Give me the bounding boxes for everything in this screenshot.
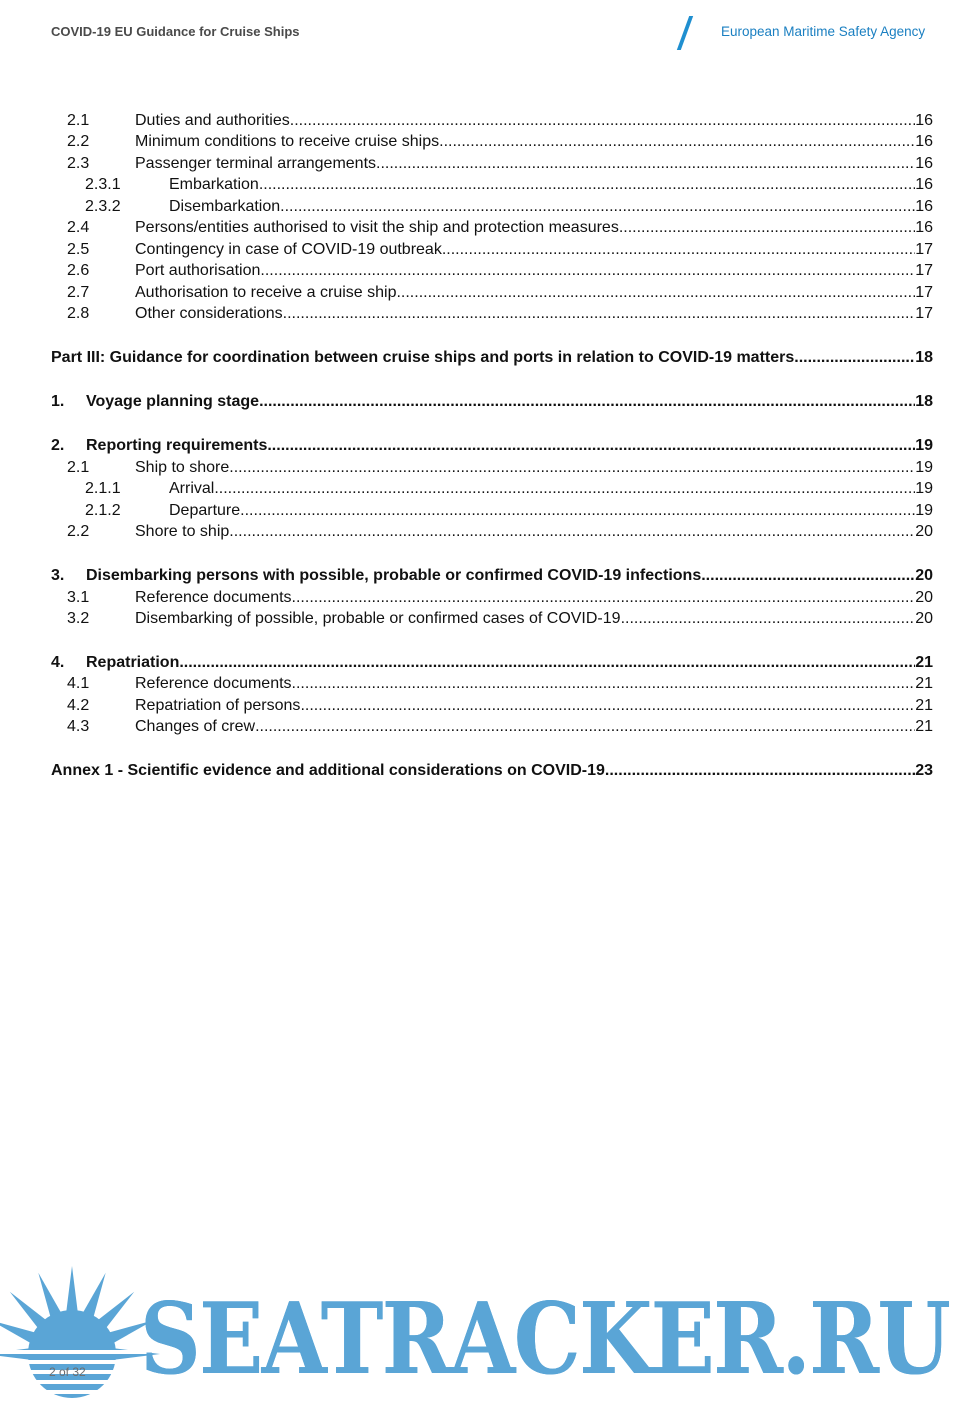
toc-leader [214,479,915,499]
toc-title: Duties and authorities [135,112,290,129]
toc-leader [240,501,915,521]
toc-leader [621,609,916,629]
toc-entry[interactable] [51,458,933,478]
toc-title: Port authorisation [135,262,261,279]
toc-number: 2.7 [67,284,90,301]
toc-title: Repatriation of persons [135,697,301,714]
toc-leader [619,218,915,238]
toc-page: 18 [915,349,933,366]
toc-title: Reference documents [135,675,292,692]
toc-page: 21 [915,675,933,692]
toc-number: 2.4 [67,219,90,236]
toc-number: 2.1 [67,112,90,129]
toc-entry[interactable] [51,132,933,152]
toc-title: Passenger terminal arrangements [135,155,377,172]
toc-page: 21 [915,697,933,714]
toc-leader [267,436,915,456]
toc-leader [605,761,915,781]
toc-entry[interactable] [51,609,933,629]
toc-page: 19 [915,480,933,497]
toc-number: 3.2 [67,610,90,627]
toc-title: Disembarkation [169,198,281,215]
toc-title: Arrival [169,480,215,497]
toc-leader [260,261,915,281]
toc-page: 20 [915,589,933,606]
toc-page: 16 [915,155,933,172]
toc-leader [280,197,915,217]
toc-title: Disembarking persons with possible, probable or confirmed COVID-19 infections [86,567,702,584]
toc-page: 20 [915,567,933,584]
toc-entry[interactable] [51,111,933,131]
toc-title: Departure [169,502,241,519]
toc-number: 3.1 [67,589,90,606]
toc-title: Minimum conditions to receive cruise ships [135,133,440,150]
toc-leader [376,154,915,174]
toc-leader [229,522,915,542]
toc-entry[interactable] [51,588,933,608]
toc-page: 19 [915,502,933,519]
toc-leader [701,566,915,586]
watermark-text: SEATRACKER.RU [140,1282,950,1397]
toc-number: 2.1.1 [85,480,121,497]
toc-page: 23 [915,762,933,779]
toc-title: Changes of crew [135,718,256,735]
toc-title: Annex 1 - Scientific evidence and additional considerations on COVID-19 [51,762,605,779]
toc-leader [283,304,916,324]
toc-number: 2.3.1 [85,176,121,193]
toc-leader [794,348,915,368]
toc-number: 4. [51,654,65,671]
toc-number: 2.6 [67,262,90,279]
toc-entry[interactable] [51,154,933,174]
toc-page: 20 [915,523,933,540]
toc-entry[interactable] [51,261,933,281]
toc-page: 21 [915,654,933,671]
toc-entry-chapter[interactable] [51,392,933,412]
toc-page: 19 [915,459,933,476]
toc-entry[interactable] [51,218,933,238]
toc-page: 17 [915,305,933,322]
toc-page: 21 [915,718,933,735]
toc-entry-chapter[interactable] [51,436,933,456]
toc-title: Voyage planning stage [86,393,260,410]
toc-entry[interactable] [51,304,933,324]
toc-leader [300,696,915,716]
emsa-logo-slash [677,16,693,50]
toc-number: 4.2 [67,697,90,714]
toc-title: Shore to ship [135,523,230,540]
toc-page: 17 [915,284,933,301]
toc-title: Repatriation [86,654,180,671]
toc-entry[interactable] [51,696,933,716]
toc-leader [396,283,915,303]
toc-number: 2. [51,437,65,454]
toc-title: Disembarking of possible, probable or confirmed cases of COVID-19 [135,610,621,627]
toc-title: Embarkation [169,176,259,193]
toc-leader [229,458,915,478]
toc-entry[interactable] [51,717,933,737]
toc-number: 2.3.2 [85,198,121,215]
toc-title: Reporting requirements [86,437,268,454]
toc-page: 16 [915,112,933,129]
toc-number: 3. [51,567,65,584]
page-number: 2 of 32 [49,1365,86,1379]
toc-number: 2.1 [67,459,90,476]
toc-title: Persons/entities authorised to visit the ship and protection measures [135,219,619,236]
toc-page: 16 [915,198,933,215]
toc-leader [290,111,915,131]
toc-entry[interactable] [51,479,933,499]
toc-entry-chapter[interactable] [51,566,933,586]
toc-page: 16 [915,133,933,150]
toc-page: 17 [915,241,933,258]
toc-number: 2.1.2 [85,502,121,519]
toc-leader [292,674,916,694]
toc-title: Part III: Guidance for coordination between cruise ships and ports in relation to COVID-19 matters [51,349,795,366]
toc-leader [255,717,915,737]
toc-number: 1. [51,393,65,410]
toc-title: Authorisation to receive a cruise ship [135,284,397,301]
toc-leader [259,175,915,195]
toc-entry-part[interactable] [51,348,933,368]
toc-leader [292,588,916,608]
toc-number: 2.5 [67,241,90,258]
toc-entry[interactable] [51,240,933,260]
toc-title: Ship to shore [135,459,230,476]
toc-entry-annex[interactable] [51,761,933,781]
toc-number: 4.1 [67,675,90,692]
toc-entry[interactable] [51,283,933,303]
toc-page: 18 [915,393,933,410]
toc-entry[interactable] [51,674,933,694]
toc-leader [259,392,915,412]
toc-number: 2.2 [67,523,90,540]
agency-name: European Maritime Safety Agency [721,24,926,39]
document-title: COVID-19 EU Guidance for Cruise Ships [51,24,300,39]
toc-number: 4.3 [67,718,90,735]
toc-leader [179,653,915,673]
toc-number: 2.8 [67,305,90,322]
toc-number: 2.3 [67,155,90,172]
toc-title: Contingency in case of COVID-19 outbreak [135,241,442,258]
toc-leader [442,240,915,260]
toc-number: 2.2 [67,133,90,150]
toc-page: 16 [915,176,933,193]
toc-entry[interactable] [51,522,933,542]
toc-leader [439,132,915,152]
toc-entry[interactable] [51,197,933,217]
toc-page: 19 [915,437,933,454]
toc-page: 16 [915,219,933,236]
toc-entry[interactable] [51,501,933,521]
toc-entry-chapter[interactable] [51,653,933,673]
toc-entry[interactable] [51,175,933,195]
toc-page: 17 [915,262,933,279]
toc-title: Reference documents [135,589,292,606]
toc-title: Other considerations [135,305,283,322]
toc-page: 20 [915,610,933,627]
